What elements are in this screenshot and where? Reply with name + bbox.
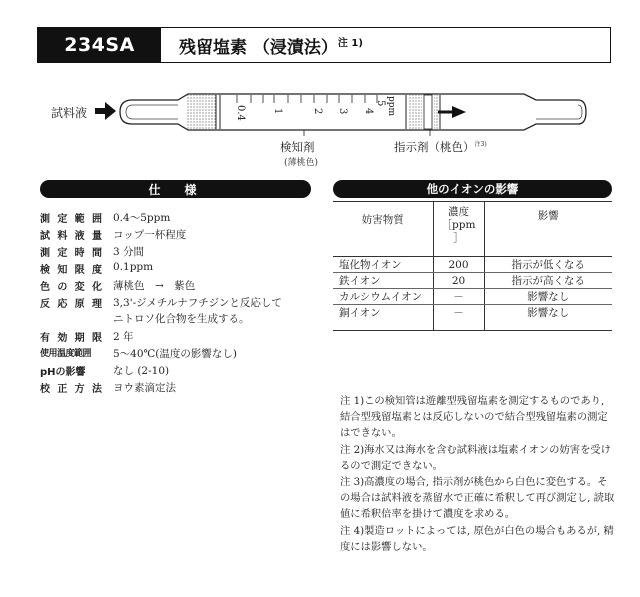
spec-value: 3,3'-ジメチルナフチジンと反応して [113, 297, 282, 309]
indicator-note: 注3) [474, 141, 487, 148]
ion-effect: 影響なし [484, 305, 612, 331]
spec-value: 薄桃色 → 紫色 [113, 280, 196, 292]
spec-value: 0.1ppm [113, 261, 154, 273]
spec-label: 色の変化 [40, 282, 102, 293]
table-row [333, 273, 612, 289]
spec-section-header: 仕 様 [40, 180, 311, 198]
spec-value: 3 分間 [113, 246, 145, 258]
reagent-color: (薄桃色) [284, 158, 319, 168]
scale-unit: ppm [386, 96, 396, 117]
scale-label-4: 4 [363, 108, 374, 115]
sample-arrow-icon [95, 100, 117, 122]
ion-substance: 塩化物イオン [333, 257, 433, 273]
ion-table [333, 201, 612, 331]
sample-label: 試料液 [51, 106, 88, 120]
header-bar [37, 27, 611, 63]
spec-label: 反応原理 [40, 299, 102, 310]
spec-label: 使用温度範囲 [40, 349, 92, 359]
spec-label: 試料液量 [40, 231, 102, 242]
scale-label-2: 2 [312, 108, 323, 115]
scale-label-1: 1 [272, 108, 283, 115]
product-code: 234SA [38, 28, 161, 62]
scale-label-0.4: 0.4 [235, 105, 246, 121]
ion-effect: 指示が高くなる [484, 273, 612, 289]
ion-conc: － [433, 305, 484, 331]
detector-tube-diagram [118, 88, 588, 136]
spec-value: 5～40℃(温度の影響なし) [113, 348, 237, 360]
ion-substance: 鉄イオン [333, 273, 433, 289]
spec-label: 校正方法 [40, 384, 102, 395]
header-conc [433, 202, 484, 257]
table-row [333, 257, 612, 273]
spec-value: なし (2-10) [113, 365, 170, 377]
spec-label: 測定範囲 [40, 214, 102, 225]
note-item: 注 3)高濃度の場合, 指示剤が桃色から白色に変色する。その場合は試料液を蒸留水で正確に希釈して再び測定し, 読取値に希釈倍率を掛けて濃度を求める。 [340, 476, 615, 521]
note-item: 注 2)海水又は海水を含む試料液は塩素イオンの妨害を受けるので測定できない。 [340, 443, 611, 472]
spec-value: 0.4～5ppm [113, 212, 171, 224]
ion-conc: 20 [433, 273, 484, 289]
conc-unit-2: ］ [453, 232, 464, 244]
header-substance: 妨害物質 [333, 202, 433, 257]
conc-label: 濃度 [448, 206, 469, 218]
ion-conc: 200 [433, 257, 484, 273]
indicator-text: 指示剤（桃色） [394, 140, 475, 154]
title-note: 注 1) [337, 38, 363, 49]
indicator-label [394, 139, 487, 155]
ion-substance: カルシウムイオン [333, 289, 433, 305]
table-row [333, 305, 612, 331]
spec-value: コップ一杯程度 [113, 229, 187, 241]
scale-label-5: 5 [375, 100, 386, 107]
spec-value: ヨウ素滴定法 [113, 382, 176, 394]
notes [340, 393, 616, 555]
page-title [179, 33, 363, 58]
spec-value: ニトロソ化合物を生成する。 [113, 313, 250, 325]
ion-conc: － [433, 289, 484, 305]
ion-table-header [333, 202, 612, 257]
spec-label: 有効期限 [40, 333, 102, 344]
spec-label: pHの影響 [40, 367, 86, 378]
reagent-label: 検知剤 [280, 140, 315, 154]
conc-unit-1: ［ppm [441, 219, 476, 231]
title-text: 残留塩素 （浸漬法） [179, 38, 338, 58]
spec-label: 検知限度 [40, 265, 102, 276]
spec-label: 測定時間 [40, 248, 102, 259]
ion-section-header: 他のイオンの影響 [333, 180, 612, 198]
table-row [333, 289, 612, 305]
header-effect: 影響 [484, 202, 612, 257]
ion-substance: 銅イオン [333, 305, 433, 331]
note-item: 注 4)製造ロットによっては, 原色が白色の場合もあるが, 精度には影響しない。 [340, 524, 614, 553]
note-item: 注 1)この検知管は遊離型残留塩素を測定するものであり, 結合型残留塩素とは反応しないので結合型残留塩素の測定はできない。 [340, 395, 608, 440]
spec-value: 2 年 [113, 331, 134, 343]
ion-effect: 影響なし [484, 289, 612, 305]
scale-label-3: 3 [337, 108, 348, 115]
ion-effect: 指示が低くなる [484, 257, 612, 273]
